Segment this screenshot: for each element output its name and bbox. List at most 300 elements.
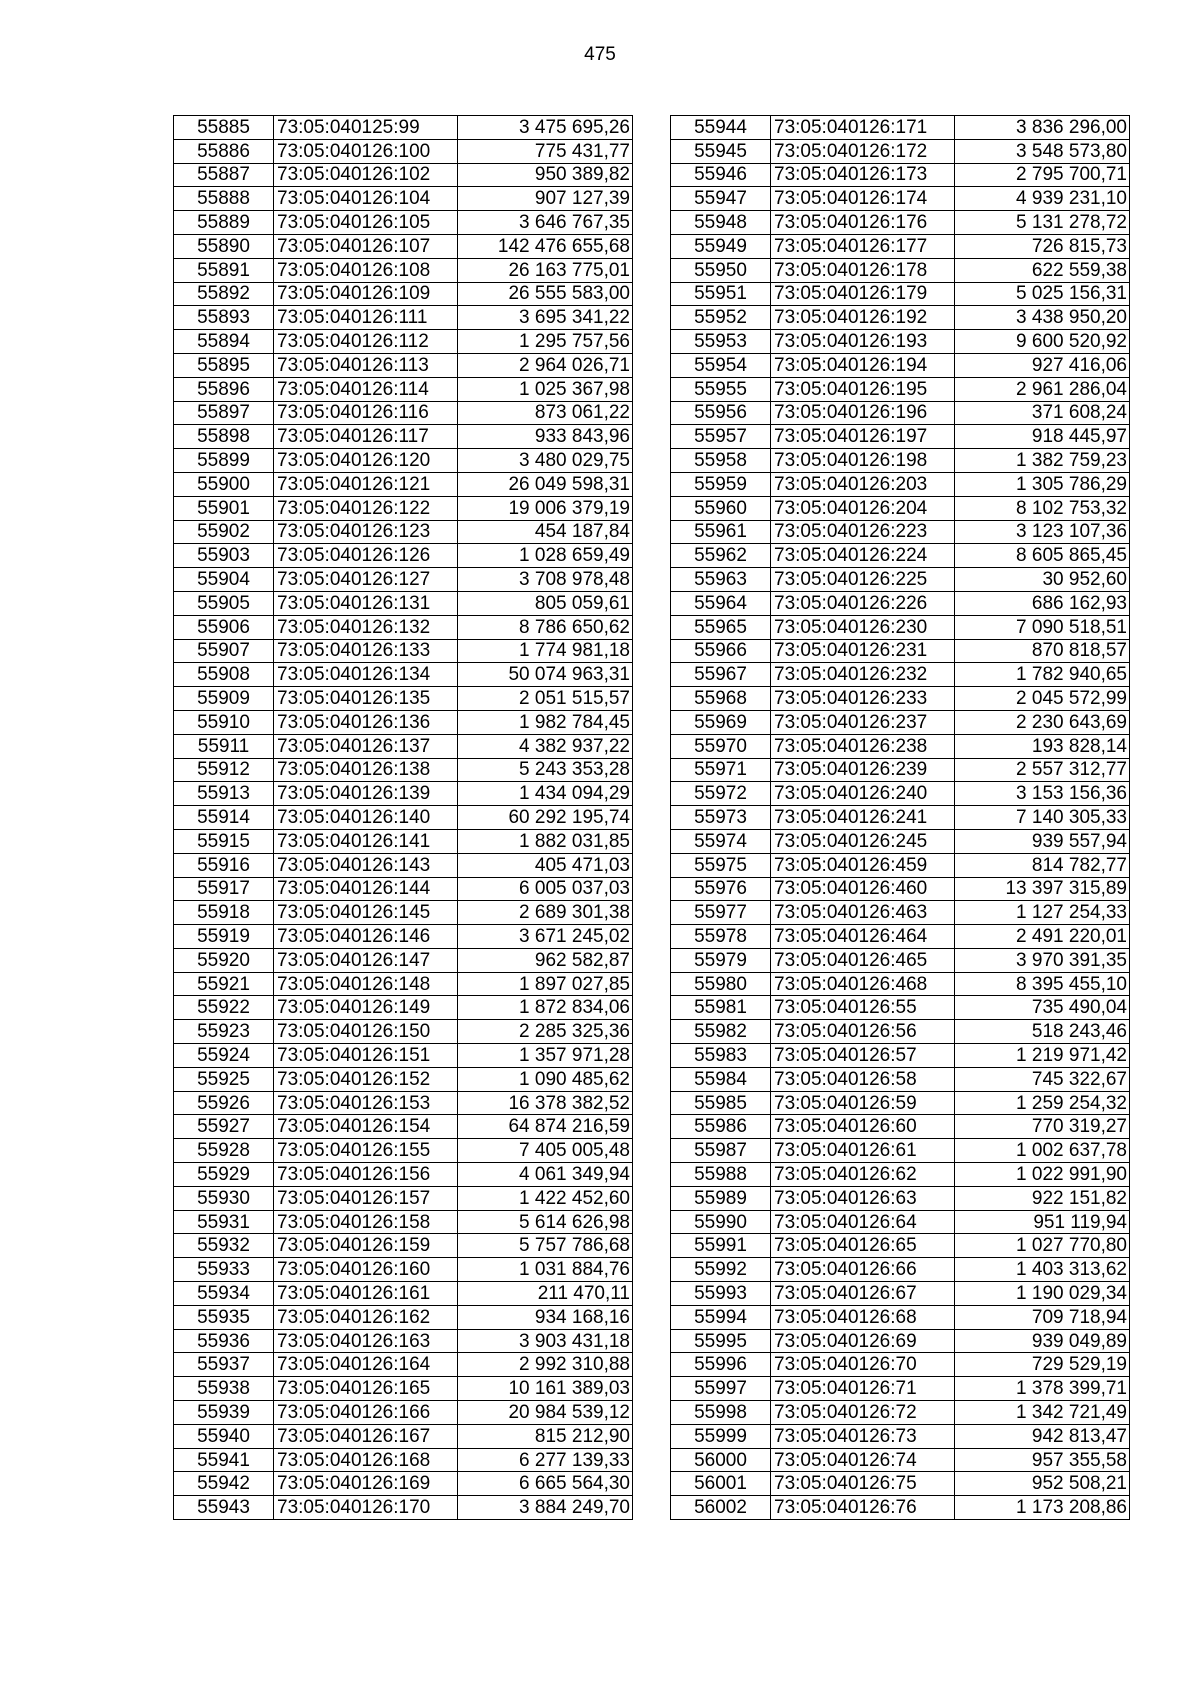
row-number-cell: 55964 xyxy=(671,591,771,615)
table-row xyxy=(671,1067,1130,1091)
row-number-cell: 55898 xyxy=(174,425,274,449)
cadastral-number-cell: 73:05:040126:155 xyxy=(274,1139,458,1163)
value-cell: 907 127,39 xyxy=(458,187,633,211)
table-row xyxy=(671,639,1130,663)
table-row xyxy=(671,425,1130,449)
cadastral-number-cell: 73:05:040126:56 xyxy=(771,1020,955,1044)
cadastral-number-cell: 73:05:040126:151 xyxy=(274,1044,458,1068)
cadastral-number-cell: 73:05:040126:145 xyxy=(274,901,458,925)
value-cell: 2 285 325,36 xyxy=(458,1020,633,1044)
value-cell: 50 074 963,31 xyxy=(458,663,633,687)
value-cell: 13 397 315,89 xyxy=(955,877,1130,901)
table-row xyxy=(174,710,633,734)
cadastral-number-cell: 73:05:040126:58 xyxy=(771,1067,955,1091)
value-cell: 3 836 296,00 xyxy=(955,116,1130,140)
table-row xyxy=(671,687,1130,711)
value-cell: 1 190 029,34 xyxy=(955,1282,1130,1306)
value-cell: 7 140 305,33 xyxy=(955,806,1130,830)
value-cell: 3 646 767,35 xyxy=(458,211,633,235)
cadastral-number-cell: 73:05:040126:159 xyxy=(274,1234,458,1258)
cadastral-number-cell: 73:05:040126:131 xyxy=(274,591,458,615)
value-cell: 3 153 156,36 xyxy=(955,782,1130,806)
cadastral-number-cell: 73:05:040126:141 xyxy=(274,829,458,853)
value-cell: 3 438 950,20 xyxy=(955,306,1130,330)
cadastral-number-cell: 73:05:040126:233 xyxy=(771,687,955,711)
table-row xyxy=(671,1186,1130,1210)
value-cell: 934 168,16 xyxy=(458,1305,633,1329)
table-row xyxy=(671,353,1130,377)
row-number-cell: 55941 xyxy=(174,1448,274,1472)
row-number-cell: 55980 xyxy=(671,972,771,996)
row-number-cell: 55885 xyxy=(174,116,274,140)
table-row xyxy=(671,853,1130,877)
table-row xyxy=(671,472,1130,496)
value-cell: 4 939 231,10 xyxy=(955,187,1130,211)
row-number-cell: 55988 xyxy=(671,1163,771,1187)
value-cell: 2 051 515,57 xyxy=(458,687,633,711)
value-cell: 2 961 286,04 xyxy=(955,377,1130,401)
cadastral-number-cell: 73:05:040126:194 xyxy=(771,353,955,377)
table-row xyxy=(671,211,1130,235)
row-number-cell: 55936 xyxy=(174,1329,274,1353)
value-cell: 2 557 312,77 xyxy=(955,758,1130,782)
row-number-cell: 55913 xyxy=(174,782,274,806)
value-cell: 1 357 971,28 xyxy=(458,1044,633,1068)
table-row xyxy=(671,829,1130,853)
cadastral-number-cell: 73:05:040126:108 xyxy=(274,258,458,282)
table-row xyxy=(174,163,633,187)
value-cell: 1 982 784,45 xyxy=(458,710,633,734)
value-cell: 686 162,93 xyxy=(955,591,1130,615)
row-number-cell: 55890 xyxy=(174,234,274,258)
cadastral-number-cell: 73:05:040126:127 xyxy=(274,568,458,592)
table-row xyxy=(174,1210,633,1234)
value-cell: 1 774 981,18 xyxy=(458,639,633,663)
table-row xyxy=(671,1210,1130,1234)
cadastral-number-cell: 73:05:040126:459 xyxy=(771,853,955,877)
row-number-cell: 55949 xyxy=(671,234,771,258)
row-number-cell: 55892 xyxy=(174,282,274,306)
cadastral-number-cell: 73:05:040126:133 xyxy=(274,639,458,663)
cadastral-number-cell: 73:05:040126:147 xyxy=(274,948,458,972)
value-cell: 20 984 539,12 xyxy=(458,1401,633,1425)
value-cell: 1 025 367,98 xyxy=(458,377,633,401)
cadastral-number-cell: 73:05:040126:204 xyxy=(771,496,955,520)
table-row xyxy=(671,401,1130,425)
cadastral-number-cell: 73:05:040126:460 xyxy=(771,877,955,901)
row-number-cell: 55893 xyxy=(174,306,274,330)
table-row xyxy=(174,353,633,377)
table-row xyxy=(174,663,633,687)
cadastral-number-cell: 73:05:040126:170 xyxy=(274,1496,458,1520)
table-row xyxy=(174,1067,633,1091)
cadastral-number-cell: 73:05:040126:245 xyxy=(771,829,955,853)
table-row xyxy=(671,758,1130,782)
row-number-cell: 55928 xyxy=(174,1139,274,1163)
cadastral-number-cell: 73:05:040126:195 xyxy=(771,377,955,401)
value-cell: 745 322,67 xyxy=(955,1067,1130,1091)
cadastral-number-cell: 73:05:040126:134 xyxy=(274,663,458,687)
cadastral-number-cell: 73:05:040126:238 xyxy=(771,734,955,758)
table-row xyxy=(174,1282,633,1306)
cadastral-number-cell: 73:05:040126:239 xyxy=(771,758,955,782)
row-number-cell: 55933 xyxy=(174,1258,274,1282)
row-number-cell: 55982 xyxy=(671,1020,771,1044)
table-row xyxy=(671,1496,1130,1520)
cadastral-number-cell: 73:05:040126:164 xyxy=(274,1353,458,1377)
value-cell: 2 795 700,71 xyxy=(955,163,1130,187)
cadastral-number-cell: 73:05:040126:468 xyxy=(771,972,955,996)
row-number-cell: 55960 xyxy=(671,496,771,520)
table-row xyxy=(671,496,1130,520)
table-row xyxy=(174,972,633,996)
value-cell: 1 219 971,42 xyxy=(955,1044,1130,1068)
row-number-cell: 55918 xyxy=(174,901,274,925)
cadastral-number-cell: 73:05:040126:176 xyxy=(771,211,955,235)
cadastral-number-cell: 73:05:040126:163 xyxy=(274,1329,458,1353)
table-row xyxy=(671,972,1130,996)
value-cell: 3 123 107,36 xyxy=(955,520,1130,544)
table-row xyxy=(671,734,1130,758)
row-number-cell: 55950 xyxy=(671,258,771,282)
table-row xyxy=(671,163,1130,187)
row-number-cell: 55910 xyxy=(174,710,274,734)
table-row xyxy=(174,615,633,639)
cadastral-number-cell: 73:05:040126:177 xyxy=(771,234,955,258)
cadastral-number-cell: 73:05:040126:112 xyxy=(274,330,458,354)
value-cell: 405 471,03 xyxy=(458,853,633,877)
row-number-cell: 55956 xyxy=(671,401,771,425)
value-cell: 64 874 216,59 xyxy=(458,1115,633,1139)
table-row xyxy=(174,496,633,520)
table-row xyxy=(671,1472,1130,1496)
cadastral-number-cell: 73:05:040126:225 xyxy=(771,568,955,592)
row-number-cell: 55908 xyxy=(174,663,274,687)
value-cell: 19 006 379,19 xyxy=(458,496,633,520)
row-number-cell: 56000 xyxy=(671,1448,771,1472)
table-row xyxy=(174,829,633,853)
value-cell: 3 708 978,48 xyxy=(458,568,633,592)
table-row xyxy=(174,1020,633,1044)
cadastral-number-cell: 73:05:040126:192 xyxy=(771,306,955,330)
row-number-cell: 55904 xyxy=(174,568,274,592)
cadastral-number-cell: 73:05:040126:136 xyxy=(274,710,458,734)
cadastral-number-cell: 73:05:040126:102 xyxy=(274,163,458,187)
cadastral-number-cell: 73:05:040126:146 xyxy=(274,925,458,949)
table-row xyxy=(174,1139,633,1163)
value-cell: 10 161 389,03 xyxy=(458,1377,633,1401)
value-cell: 5 757 786,68 xyxy=(458,1234,633,1258)
cadastral-number-cell: 73:05:040126:223 xyxy=(771,520,955,544)
row-number-cell: 55940 xyxy=(174,1424,274,1448)
value-cell: 8 786 650,62 xyxy=(458,615,633,639)
value-cell: 870 818,57 xyxy=(955,639,1130,663)
table-row xyxy=(174,1424,633,1448)
table-row xyxy=(174,472,633,496)
row-number-cell: 55894 xyxy=(174,330,274,354)
value-cell: 1 027 770,80 xyxy=(955,1234,1130,1258)
table-row xyxy=(174,1496,633,1520)
value-cell: 142 476 655,68 xyxy=(458,234,633,258)
row-number-cell: 55971 xyxy=(671,758,771,782)
table-row xyxy=(671,663,1130,687)
value-cell: 1 028 659,49 xyxy=(458,544,633,568)
cadastral-number-cell: 73:05:040126:160 xyxy=(274,1258,458,1282)
cadastral-number-cell: 73:05:040126:73 xyxy=(771,1424,955,1448)
cadastral-number-cell: 73:05:040126:162 xyxy=(274,1305,458,1329)
row-number-cell: 55967 xyxy=(671,663,771,687)
cadastral-number-cell: 73:05:040126:197 xyxy=(771,425,955,449)
row-number-cell: 55889 xyxy=(174,211,274,235)
row-number-cell: 55896 xyxy=(174,377,274,401)
cadastral-number-cell: 73:05:040126:168 xyxy=(274,1448,458,1472)
value-cell: 933 843,96 xyxy=(458,425,633,449)
table-row xyxy=(174,306,633,330)
value-cell: 3 903 431,18 xyxy=(458,1329,633,1353)
value-cell: 729 529,19 xyxy=(955,1353,1130,1377)
row-number-cell: 55897 xyxy=(174,401,274,425)
table-row xyxy=(174,282,633,306)
value-cell: 26 555 583,00 xyxy=(458,282,633,306)
cadastral-number-cell: 73:05:040126:241 xyxy=(771,806,955,830)
table-row xyxy=(671,234,1130,258)
row-number-cell: 55973 xyxy=(671,806,771,830)
row-number-cell: 55989 xyxy=(671,1186,771,1210)
cadastral-number-cell: 73:05:040126:107 xyxy=(274,234,458,258)
value-cell: 5 025 156,31 xyxy=(955,282,1130,306)
cadastral-number-cell: 73:05:040126:224 xyxy=(771,544,955,568)
row-number-cell: 55902 xyxy=(174,520,274,544)
value-cell: 726 815,73 xyxy=(955,234,1130,258)
table-row xyxy=(671,877,1130,901)
cadastral-number-cell: 73:05:040126:67 xyxy=(771,1282,955,1306)
row-number-cell: 55997 xyxy=(671,1377,771,1401)
row-number-cell: 55974 xyxy=(671,829,771,853)
value-cell: 805 059,61 xyxy=(458,591,633,615)
row-number-cell: 55911 xyxy=(174,734,274,758)
value-cell: 8 395 455,10 xyxy=(955,972,1130,996)
value-cell: 9 600 520,92 xyxy=(955,330,1130,354)
value-cell: 5 131 278,72 xyxy=(955,211,1130,235)
cadastral-number-cell: 73:05:040126:123 xyxy=(274,520,458,544)
row-number-cell: 55924 xyxy=(174,1044,274,1068)
table-row xyxy=(671,782,1130,806)
table-row xyxy=(671,948,1130,972)
cadastral-number-cell: 73:05:040126:157 xyxy=(274,1186,458,1210)
row-number-cell: 55939 xyxy=(174,1401,274,1425)
row-number-cell: 55990 xyxy=(671,1210,771,1234)
row-number-cell: 55944 xyxy=(671,116,771,140)
row-number-cell: 55919 xyxy=(174,925,274,949)
cadastral-number-cell: 73:05:040126:64 xyxy=(771,1210,955,1234)
value-cell: 1 342 721,49 xyxy=(955,1401,1130,1425)
cadastral-number-cell: 73:05:040126:122 xyxy=(274,496,458,520)
cadastral-number-cell: 73:05:040126:121 xyxy=(274,472,458,496)
row-number-cell: 55914 xyxy=(174,806,274,830)
table-row xyxy=(174,139,633,163)
value-cell: 622 559,38 xyxy=(955,258,1130,282)
value-cell: 8 102 753,32 xyxy=(955,496,1130,520)
row-number-cell: 55979 xyxy=(671,948,771,972)
table-row xyxy=(671,1115,1130,1139)
cadastral-number-cell: 73:05:040126:167 xyxy=(274,1424,458,1448)
value-cell: 4 382 937,22 xyxy=(458,734,633,758)
table-row xyxy=(174,520,633,544)
cadastral-number-cell: 73:05:040126:198 xyxy=(771,449,955,473)
table-row xyxy=(671,925,1130,949)
table-row xyxy=(174,187,633,211)
row-number-cell: 55987 xyxy=(671,1139,771,1163)
cadastral-number-cell: 73:05:040126:154 xyxy=(274,1115,458,1139)
row-number-cell: 55946 xyxy=(671,163,771,187)
cadastral-number-cell: 73:05:040126:149 xyxy=(274,996,458,1020)
table-row xyxy=(671,710,1130,734)
table-row xyxy=(671,806,1130,830)
cadastral-number-cell: 73:05:040126:69 xyxy=(771,1329,955,1353)
table-row xyxy=(671,187,1130,211)
row-number-cell: 55959 xyxy=(671,472,771,496)
value-cell: 815 212,90 xyxy=(458,1424,633,1448)
cadastral-number-cell: 73:05:040126:232 xyxy=(771,663,955,687)
page-number: 475 xyxy=(584,44,616,65)
value-cell: 873 061,22 xyxy=(458,401,633,425)
row-number-cell: 55993 xyxy=(671,1282,771,1306)
table-row xyxy=(671,377,1130,401)
cadastral-number-cell: 73:05:040126:126 xyxy=(274,544,458,568)
value-cell: 709 718,94 xyxy=(955,1305,1130,1329)
table-row xyxy=(174,1258,633,1282)
row-number-cell: 55948 xyxy=(671,211,771,235)
cadastral-number-cell: 73:05:040126:161 xyxy=(274,1282,458,1306)
cadastral-number-cell: 73:05:040126:132 xyxy=(274,615,458,639)
table-row xyxy=(671,1020,1130,1044)
cadastral-number-cell: 73:05:040126:231 xyxy=(771,639,955,663)
cadastral-number-cell: 73:05:040126:196 xyxy=(771,401,955,425)
table-row xyxy=(671,330,1130,354)
table-row xyxy=(671,901,1130,925)
cadastral-number-cell: 73:05:040126:70 xyxy=(771,1353,955,1377)
value-cell: 1 127 254,33 xyxy=(955,901,1130,925)
row-number-cell: 55970 xyxy=(671,734,771,758)
value-cell: 814 782,77 xyxy=(955,853,1130,877)
table-row xyxy=(671,520,1130,544)
cadastral-number-cell: 73:05:040126:59 xyxy=(771,1091,955,1115)
table-row xyxy=(174,568,633,592)
table-row xyxy=(174,591,633,615)
cadastral-number-cell: 73:05:040126:172 xyxy=(771,139,955,163)
row-number-cell: 55935 xyxy=(174,1305,274,1329)
row-number-cell: 55954 xyxy=(671,353,771,377)
cadastral-number-cell: 73:05:040126:193 xyxy=(771,330,955,354)
cadastral-number-cell: 73:05:040126:463 xyxy=(771,901,955,925)
value-cell: 1 002 637,78 xyxy=(955,1139,1130,1163)
table-row xyxy=(174,425,633,449)
value-cell: 942 813,47 xyxy=(955,1424,1130,1448)
row-number-cell: 55907 xyxy=(174,639,274,663)
row-number-cell: 55931 xyxy=(174,1210,274,1234)
row-number-cell: 55952 xyxy=(671,306,771,330)
row-number-cell: 55895 xyxy=(174,353,274,377)
cadastral-number-cell: 73:05:040126:140 xyxy=(274,806,458,830)
table-row xyxy=(671,139,1130,163)
value-cell: 7 405 005,48 xyxy=(458,1139,633,1163)
cadastral-number-cell: 73:05:040126:105 xyxy=(274,211,458,235)
value-cell: 952 508,21 xyxy=(955,1472,1130,1496)
value-cell: 950 389,82 xyxy=(458,163,633,187)
row-number-cell: 55999 xyxy=(671,1424,771,1448)
table-row xyxy=(671,1091,1130,1115)
cadastral-number-cell: 73:05:040126:178 xyxy=(771,258,955,282)
table-row xyxy=(174,544,633,568)
row-number-cell: 55976 xyxy=(671,877,771,901)
value-cell: 211 470,11 xyxy=(458,1282,633,1306)
value-cell: 3 884 249,70 xyxy=(458,1496,633,1520)
table-row xyxy=(174,948,633,972)
row-number-cell: 55984 xyxy=(671,1067,771,1091)
cadastral-number-cell: 73:05:040126:109 xyxy=(274,282,458,306)
row-number-cell: 55923 xyxy=(174,1020,274,1044)
row-number-cell: 55906 xyxy=(174,615,274,639)
value-cell: 1 422 452,60 xyxy=(458,1186,633,1210)
value-cell: 193 828,14 xyxy=(955,734,1130,758)
cadastral-number-cell: 73:05:040126:65 xyxy=(771,1234,955,1258)
value-cell: 2 045 572,99 xyxy=(955,687,1130,711)
value-cell: 1 872 834,06 xyxy=(458,996,633,1020)
cadastral-number-cell: 73:05:040126:230 xyxy=(771,615,955,639)
value-cell: 770 319,27 xyxy=(955,1115,1130,1139)
table-row xyxy=(174,1044,633,1068)
table-row xyxy=(174,1329,633,1353)
value-cell: 6 005 037,03 xyxy=(458,877,633,901)
table-row xyxy=(174,1377,633,1401)
row-number-cell: 55963 xyxy=(671,568,771,592)
cadastral-number-cell: 73:05:040126:120 xyxy=(274,449,458,473)
table-row xyxy=(174,853,633,877)
value-cell: 1 295 757,56 xyxy=(458,330,633,354)
value-cell: 518 243,46 xyxy=(955,1020,1130,1044)
table-row xyxy=(174,1401,633,1425)
value-cell: 3 475 695,26 xyxy=(458,116,633,140)
registry-table-left xyxy=(173,115,633,1520)
table-row xyxy=(671,1258,1130,1282)
value-cell: 939 049,89 xyxy=(955,1329,1130,1353)
table-row xyxy=(671,306,1130,330)
table-row xyxy=(671,116,1130,140)
row-number-cell: 55922 xyxy=(174,996,274,1020)
value-cell: 60 292 195,74 xyxy=(458,806,633,830)
cadastral-number-cell: 73:05:040126:143 xyxy=(274,853,458,877)
cadastral-number-cell: 73:05:040126:62 xyxy=(771,1163,955,1187)
value-cell: 2 992 310,88 xyxy=(458,1353,633,1377)
value-cell: 735 490,04 xyxy=(955,996,1130,1020)
cadastral-number-cell: 73:05:040126:61 xyxy=(771,1139,955,1163)
table-row xyxy=(174,925,633,949)
row-number-cell: 55965 xyxy=(671,615,771,639)
table-row xyxy=(174,1234,633,1258)
value-cell: 30 952,60 xyxy=(955,568,1130,592)
value-cell: 2 491 220,01 xyxy=(955,925,1130,949)
cadastral-number-cell: 73:05:040126:179 xyxy=(771,282,955,306)
cadastral-number-cell: 73:05:040126:71 xyxy=(771,1377,955,1401)
cadastral-number-cell: 73:05:040126:60 xyxy=(771,1115,955,1139)
cadastral-number-cell: 73:05:040126:111 xyxy=(274,306,458,330)
table-row xyxy=(671,544,1130,568)
table-row xyxy=(174,1472,633,1496)
table-row xyxy=(174,1091,633,1115)
table-row xyxy=(174,1448,633,1472)
value-cell: 962 582,87 xyxy=(458,948,633,972)
table-row xyxy=(671,1163,1130,1187)
